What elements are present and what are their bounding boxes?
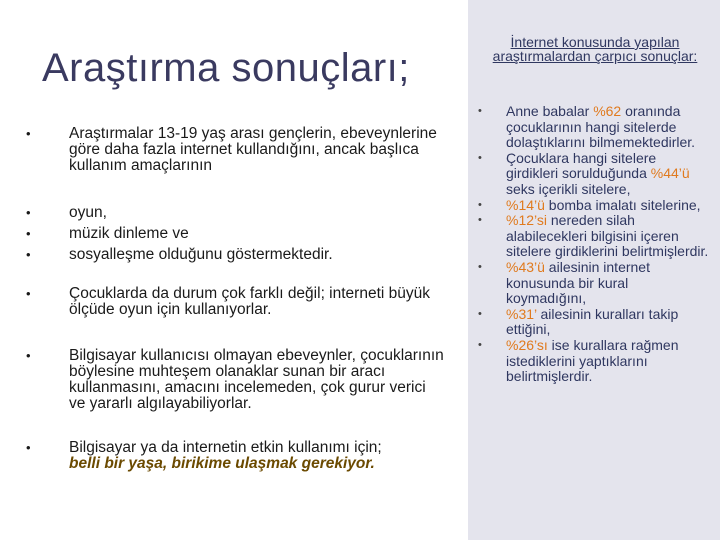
- list-item: [476, 307, 712, 338]
- bullet-icon: •: [478, 105, 482, 117]
- bullet-icon: •: [26, 205, 31, 220]
- percent-value: %31’: [506, 305, 537, 322]
- list-item: [476, 260, 712, 307]
- text-part: Anne babalar: [506, 103, 594, 119]
- list-item: [476, 338, 712, 385]
- page-title: Araştırma sonuçları;: [42, 46, 410, 90]
- list-item-text: Araştırmalar 13-19 yaş arası gençlerin, ebeveynlerine göre daha fazla internet kullandığını, ancak başlıca kullanım amaçlarının: [69, 125, 437, 174]
- list-item: [476, 104, 712, 151]
- text-part: bomba imalatı sitelerine,: [544, 196, 701, 213]
- percent-value: %26’sı: [506, 336, 548, 353]
- percent-value: %14’ü: [506, 196, 545, 213]
- bullet-icon: •: [478, 260, 482, 273]
- text-part: ise kurallara rağmen istediklerini yaptıklarını belirtmişlerdir.: [506, 336, 679, 385]
- bullet-icon: •: [478, 338, 482, 351]
- bullet-icon: •: [26, 440, 31, 455]
- list-item: [26, 205, 446, 221]
- side-panel-title: İnternet konusunda yapılan araştırmalardan çarpıcı sonuçlar:: [492, 34, 698, 64]
- bullet-icon: •: [26, 286, 31, 301]
- bullet-icon: •: [26, 126, 31, 141]
- text-part: Çocuklara hangi sitelere girdikleri sorulduğunda: [506, 149, 657, 182]
- list-item-text: sosyalleşme olduğunu göstermektedir.: [69, 246, 333, 263]
- bullet-icon: •: [478, 198, 482, 211]
- percent-value: %44’ü: [650, 165, 690, 182]
- text-part: nereden silah alabilecekleri bilgisini içeren sitelere girdiklerini belirtmişlerdir.: [506, 212, 709, 260]
- list-item-text: oyun,: [69, 204, 107, 221]
- text-part: oranında çocuklarının hangi sitelerde dolaştıklarını bilmemektedirler.: [506, 103, 696, 151]
- text-part: ailesinin kuralları takip ettiğini,: [506, 305, 679, 338]
- bullet-icon: •: [478, 307, 482, 320]
- list-item-text: Bilgisayar ya da internetin etkin kullanımı için;: [69, 439, 382, 456]
- percent-value: %12’si: [506, 212, 547, 229]
- list-item-text: Bilgisayar kullanıcısı olmayan ebeveynler, çocuklarının böylesine muhteşem olanaklar sunan bir aracı kullanmasını, amacını incelemeden, çok gurur verici ve yararlı algılayabiliyorlar.: [69, 347, 444, 412]
- bullet-icon: •: [26, 348, 31, 363]
- percent-value: %62: [593, 103, 622, 119]
- side-bullet-list: [476, 104, 712, 385]
- highlight-text: belli bir yaşa, birikime ulaşmak gerekiyor.: [69, 455, 375, 472]
- text-part: seks içerikli sitelere,: [506, 180, 631, 197]
- list-item-text: müzik dinleme ve: [69, 225, 189, 242]
- list-item: [476, 151, 712, 198]
- left-bullet-list: [26, 126, 446, 472]
- list-item: [26, 247, 446, 263]
- bullet-icon: •: [26, 247, 31, 262]
- bullet-icon: •: [26, 226, 31, 241]
- list-item: [476, 198, 712, 214]
- percent-value: %43’ü: [506, 258, 545, 275]
- list-item: [476, 213, 712, 260]
- bullet-icon: •: [478, 214, 482, 227]
- list-item-text: Çocuklarda da durum çok farklı değil; interneti büyük ölçüde oyun için kullanıyorlar.: [69, 285, 430, 318]
- bullet-icon: •: [478, 151, 482, 164]
- text-part: ailesinin internet konusunda bir kural koymadığını,: [506, 258, 650, 307]
- list-item: [26, 286, 446, 318]
- list-item: [26, 226, 446, 242]
- list-item: [26, 348, 446, 412]
- list-item: [26, 440, 446, 472]
- list-item: [26, 126, 446, 174]
